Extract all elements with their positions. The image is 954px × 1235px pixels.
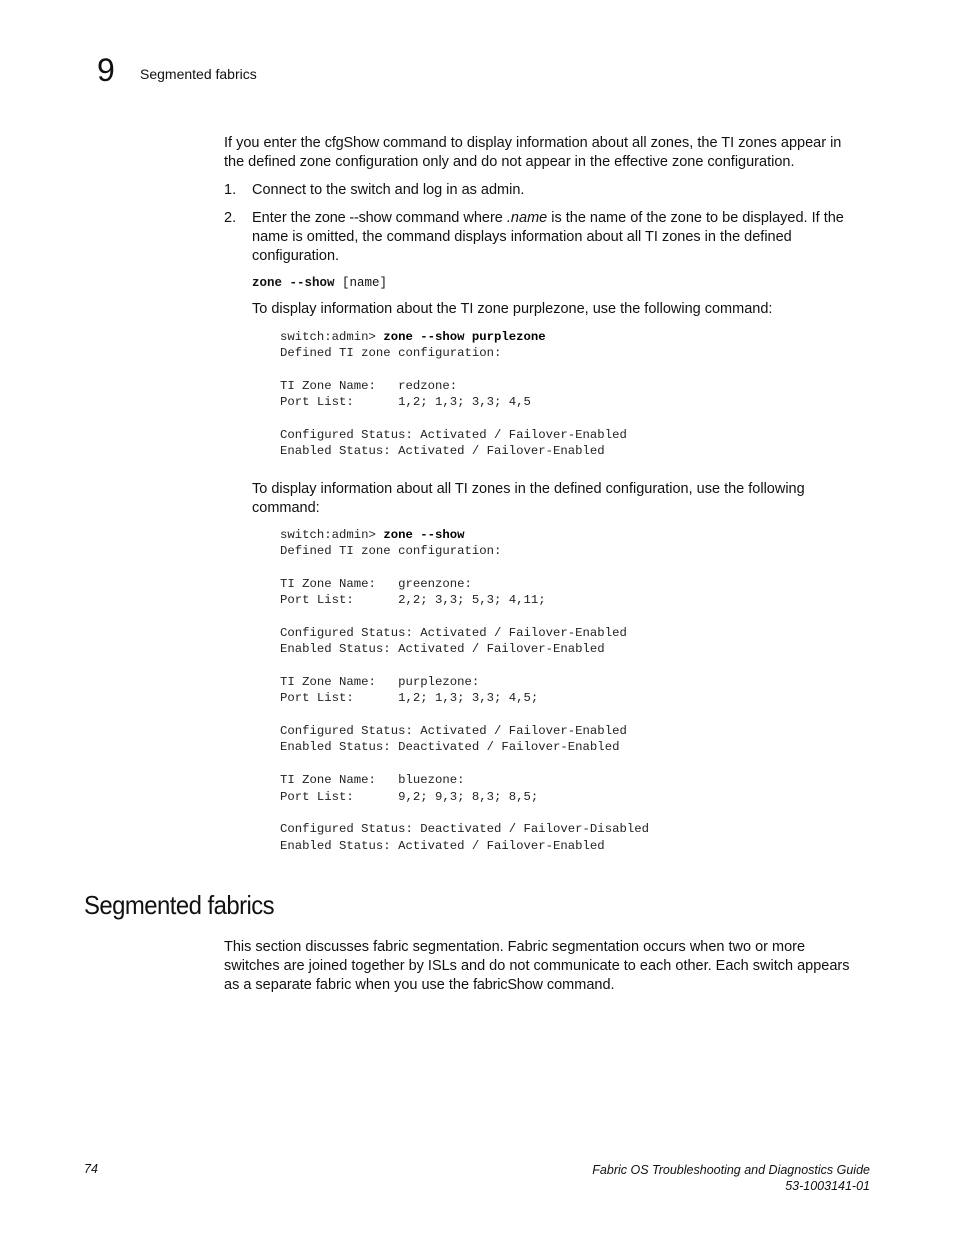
intro-text-1: If you enter the <box>224 135 325 151</box>
command-syntax <box>252 276 387 290</box>
footer-doc-title: Fabric OS Troubleshooting and Diagnostics Guide <box>592 1163 870 1177</box>
step-2-text-3: is the name of the zone to be displayed. If the name is omitted, the command displays information about all TI zones in the defined configuration. <box>252 210 844 264</box>
code2-command: zone --show <box>383 528 465 542</box>
footer-doc-number: 53-1003141-01 <box>785 1179 870 1193</box>
purplezone-instruction: To display information about the TI zone purplezone, use the following command: <box>252 301 773 317</box>
command-fabricshow: fabricShow <box>473 977 543 993</box>
code-example-all-zones <box>280 527 649 854</box>
footer-doc-info <box>592 1162 870 1194</box>
step-2-number: 2. <box>224 210 237 226</box>
step-1 <box>224 181 869 201</box>
intro-text-2: command to display information about all zones, the TI zones appear in the defined zone configuration only and do not appear in the effective zone configuration. <box>224 135 842 170</box>
step-1-number: 1. <box>224 182 237 198</box>
step-2-text <box>252 209 867 266</box>
intro-paragraph <box>224 134 864 172</box>
section-paragraph <box>224 938 864 995</box>
command-cfgshow: cfgShow <box>324 135 379 151</box>
step-2-text-1: Enter the <box>252 210 315 226</box>
code1-prompt: switch:admin> <box>280 330 384 344</box>
code-example-purplezone <box>280 329 627 460</box>
argument-name: .name <box>506 210 548 226</box>
step-2-text-2: command where <box>391 210 507 226</box>
code1-output: Defined TI zone configuration: TI Zone Name: redzone: Port List: 1,2; 1,3; 3,3; 4,5 Configured Status: Activated / Failover-Enabled Enabled Status: Activated / Failover-Enabled <box>280 346 627 459</box>
code2-output: Defined TI zone configuration: TI Zone Name: greenzone: Port List: 2,2; 3,3; 5,3; 4,11; Configured Status: Activated / Failover-Enabled Enabled Status: Activated / Failover-Enabled TI Zone Name: purplezone: Port List: 1,2; 1,3; 3,3; 4,5; Configured Status: Activated / Failover-Enabled Enabled Status: Deactivated / Failover-Enabled TI Zone Name: bluezone: Port List: 9,2; 9,3; 8,3; 8,5; Configured Status: Deactivated / Failover-Disabled Enabled Status: Activated / Failover-Enabled <box>280 544 649 853</box>
code1-command: zone --show purplezone <box>383 330 546 344</box>
section-heading: Segmented fabrics <box>84 890 275 920</box>
page-number: 74 <box>84 1162 98 1176</box>
step-1-text: Connect to the switch and log in as admin. <box>252 182 525 198</box>
syntax-argument: [name] <box>334 276 388 290</box>
section-text-1: This section discusses fabric segmentation. Fabric segmentation occurs when two or more switches are joined together by ISLs and do not communicate to each other. Each switch appears as a separate fabric when you use the <box>224 939 850 993</box>
command-zone-show: zone --show <box>314 210 392 226</box>
chapter-number: 9 <box>97 52 115 88</box>
all-zones-instruction: To display information about all TI zones in the defined configuration, use the following command: <box>252 481 805 516</box>
step-2 <box>224 209 869 269</box>
syntax-command: zone --show <box>252 276 335 290</box>
running-header-title: Segmented fabrics <box>140 66 257 82</box>
section-text-2: command. <box>542 977 615 993</box>
code2-prompt: switch:admin> <box>280 528 384 542</box>
